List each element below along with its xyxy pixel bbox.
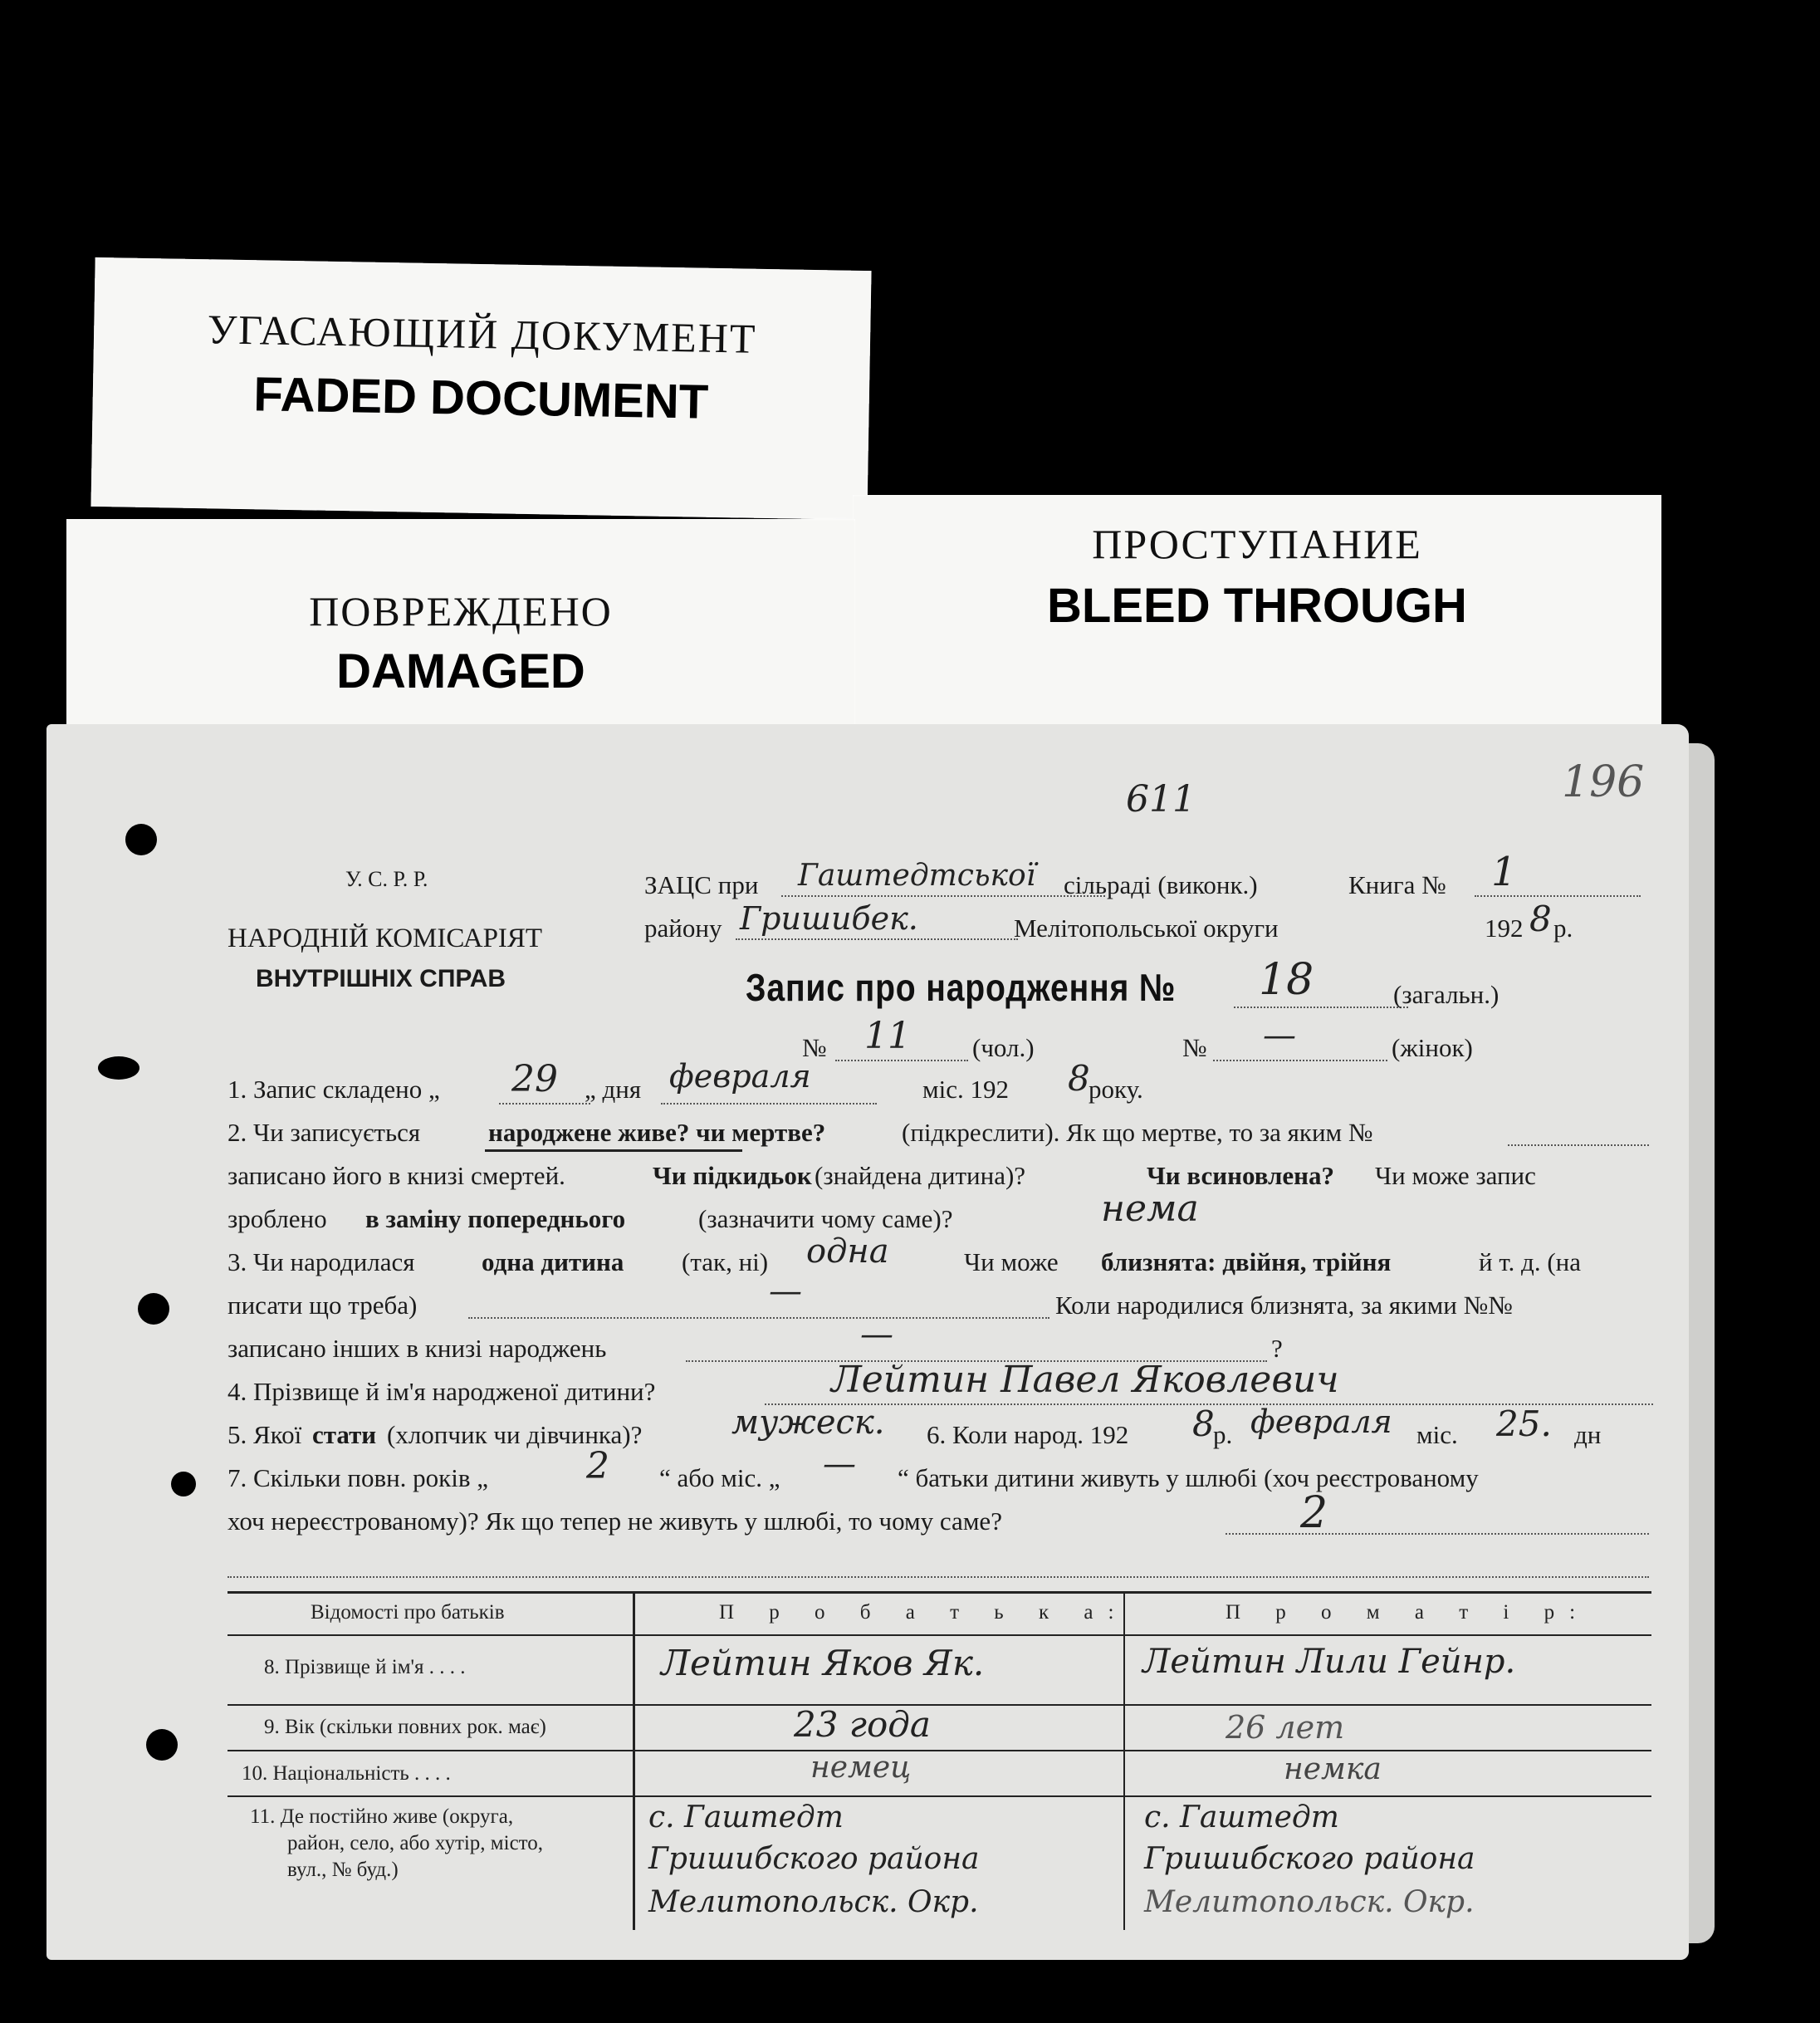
punch-hole (138, 1293, 169, 1325)
separator-line (228, 1576, 1649, 1578)
table-header-father: П р о б а т ь к а: (719, 1601, 1129, 1624)
q7-l1a: 7. Скільки повн. років „ (228, 1463, 488, 1492)
general-label: (загальн.) (1393, 980, 1500, 1009)
q6-year: 8 (1192, 1403, 1215, 1444)
zags-line (781, 895, 1105, 897)
female-no-label: № (1182, 1033, 1207, 1062)
q6-month: февраля (1250, 1403, 1392, 1440)
damaged-ru: ПОВРЕЖДЕНО (309, 588, 613, 634)
q2-l3b: в заміну попереднього (365, 1204, 626, 1233)
q2-l1a: 2. Чи записується (228, 1118, 421, 1147)
table-header-mother: П р о м а т і р: (1226, 1601, 1591, 1624)
father-nationality: немец (810, 1751, 912, 1785)
q3-answer: одна (806, 1232, 889, 1271)
book-line (1475, 895, 1641, 897)
year-value: 8 (1529, 899, 1552, 939)
district-line (736, 938, 1018, 940)
q4-answer: Лейтин Павел Яковлевич (831, 1359, 1339, 1401)
q2-l2a: записано його в книзі смертей. (228, 1161, 565, 1190)
q6-mis: міс. (1416, 1420, 1458, 1449)
q1-day-suffix: „ дня (585, 1075, 642, 1104)
q3-l3-answer: — (860, 1315, 893, 1354)
republic-label: У. С. Р. Р. (345, 867, 428, 891)
table-row-rule (228, 1795, 1651, 1797)
q3-l1a: 3. Чи народилася (228, 1247, 415, 1276)
district-label: району (644, 914, 722, 943)
q2-l3a: зроблено (228, 1204, 327, 1233)
father-name: Лейтин Яков Як. (661, 1643, 985, 1683)
faded-document-en: FADED DOCUMENT (252, 367, 709, 429)
year-suffix: р. (1553, 914, 1573, 943)
q7-l1c: “ батьки дитини живуть у шлюбі (хоч реєстрованому (898, 1463, 1479, 1492)
father-age: 23 года (794, 1704, 931, 1745)
table-row-rule (228, 1750, 1651, 1751)
record-title: Запис про народження № (746, 966, 1177, 1009)
bleed-through-en: BLEED THROUGH (1047, 579, 1467, 633)
record-number-line (1234, 1007, 1408, 1008)
female-number: — (1263, 1016, 1296, 1055)
q7-years: 2 (586, 1445, 609, 1487)
q6-label: 6. Коли народ. 192 (927, 1420, 1129, 1449)
zags-label: ЗАЦС при (644, 870, 759, 899)
table-top-rule (228, 1591, 1651, 1594)
bleed-through-ru: ПРОСТУПАНИЕ (1092, 521, 1422, 567)
table-col-rule (633, 1591, 635, 1930)
q3-l1b: одна дитина (482, 1247, 624, 1276)
damaged-en: DAMAGED (336, 644, 585, 698)
q1-day: 29 (511, 1058, 558, 1100)
department-label: ВНУТРІШНІХ СПРАВ (256, 965, 506, 992)
book-value: 1 (1491, 849, 1517, 895)
punch-hole (171, 1472, 196, 1496)
q3-l1c: (так, ні) (682, 1247, 769, 1276)
q1-month-line (661, 1103, 877, 1105)
father-residence-2: Гришибского района (648, 1842, 980, 1876)
archive-number: 611 (1126, 778, 1196, 820)
q1-month: февраля (669, 1058, 811, 1095)
q2-l2b: Чи підкидьок (653, 1161, 812, 1190)
mother-age: 26 лет (1226, 1709, 1345, 1746)
bleed-through-card (853, 495, 1661, 744)
commissariat-label: НАРОДНІЙ КОМІСАРІЯТ (228, 923, 543, 953)
male-number-line (835, 1060, 968, 1061)
q3-l3a: записано інших в книзі народжень (228, 1334, 607, 1363)
faded-document-ru: УГАСАЮЩИЙ ДОКУМЕНТ (207, 306, 757, 362)
mother-nationality: немка (1284, 1752, 1382, 1786)
q3-l3b: ? (1271, 1334, 1283, 1363)
q5-label-c: (хлопчик чи дівчинка)? (387, 1420, 643, 1449)
okrug-label: Мелітопольської округи (1014, 914, 1279, 943)
q7-answer: 2 (1300, 1488, 1328, 1538)
q2-l2e: Чи може запис (1375, 1161, 1536, 1190)
punch-hole (98, 1056, 139, 1080)
q6-dn: дн (1574, 1420, 1602, 1449)
q1-year: 8 (1068, 1058, 1090, 1099)
father-residence-1: с. Гаштедт (648, 1800, 844, 1834)
record-number: 18 (1259, 955, 1314, 1005)
q3-l2-line (468, 1317, 1049, 1319)
row-label-residence-2: район, село, або хутір, місто, (287, 1832, 544, 1854)
table-row-rule (228, 1704, 1651, 1706)
q5-answer: мужеск. (731, 1403, 885, 1442)
faded-document-card (91, 257, 871, 520)
q3-l2a: писати що треба) (228, 1291, 418, 1320)
year-prefix: 192 (1485, 914, 1524, 943)
table-header-info: Відомості про батьків (311, 1601, 505, 1624)
q3-l2-answer: — (769, 1272, 802, 1310)
female-label: (жінок) (1392, 1033, 1473, 1062)
q3-l1e: близнята: двійня, трійня (1101, 1247, 1392, 1276)
q2-l1c: (підкреслити). Як що мертве, то за яким № (902, 1118, 1373, 1147)
row-label-residence-1: 11. Де постійно живе (округа, (250, 1805, 514, 1828)
male-label: (чол.) (972, 1033, 1035, 1062)
table-col-rule (1123, 1591, 1125, 1930)
q1-mis: міс. 192 (922, 1075, 1009, 1104)
male-no-label: № (802, 1033, 827, 1062)
q1-day-line (499, 1103, 590, 1105)
q3-l2b: Коли народилися близнята, за якими №№ (1055, 1291, 1513, 1320)
book-label: Книга № (1348, 870, 1446, 899)
punch-hole (146, 1729, 178, 1761)
q2-l2d: Чи всиновлена? (1147, 1161, 1335, 1190)
q2-l2c: (знайдена дитина)? (815, 1161, 1026, 1190)
birth-record-form (46, 724, 1689, 1960)
q7-l1b: “ або міс. „ (659, 1463, 780, 1492)
father-residence-3: Мелитопольск. Окр. (648, 1885, 979, 1919)
male-number: 11 (864, 1015, 911, 1057)
q2-underline (485, 1149, 742, 1152)
q7-l2a: хоч нереєстрованому)? Як що тепер не живуть у шлюбі, то чому саме? (228, 1506, 1002, 1536)
row-label-name: 8. Прізвище й ім'я . . . . (264, 1656, 466, 1678)
female-number-line (1213, 1060, 1387, 1061)
mother-residence-2: Гришибского района (1144, 1842, 1475, 1876)
q2-l1b: народжене живе? чи мертве? (488, 1118, 826, 1147)
page-number: 196 (1562, 757, 1645, 807)
punch-hole (125, 824, 157, 855)
q2-death-line (1508, 1144, 1649, 1146)
mother-residence-3: Мелитопольск. Окр. (1144, 1885, 1475, 1919)
q1-end: року. (1089, 1075, 1143, 1104)
q1-label: 1. Запис складено „ (228, 1075, 440, 1104)
q3-l1d: Чи може (964, 1247, 1059, 1276)
q2-answer: нема (1101, 1188, 1199, 1230)
q3-l1f: й т. д. (на (1479, 1247, 1582, 1276)
q6-day: 25. (1496, 1403, 1552, 1444)
q5-label-a: 5. Якої (228, 1420, 302, 1449)
mother-residence-1: с. Гаштедт (1144, 1800, 1339, 1834)
q6-year-suffix: р. (1213, 1420, 1233, 1449)
q7-line (1226, 1533, 1649, 1535)
row-label-residence-3: вул., № буд.) (287, 1859, 399, 1881)
district-value: Гришибек. (740, 900, 918, 937)
row-label-nationality: 10. Національність . . . . (242, 1762, 451, 1785)
zags-value: Гаштедтської (798, 859, 1036, 893)
q7-months: — (823, 1445, 856, 1483)
mother-name: Лейтин Лили Гейнр. (1142, 1643, 1516, 1681)
row-label-age: 9. Вік (скільки повних рок. має) (264, 1716, 546, 1738)
q2-l3c: (зазначити чому саме)? (698, 1204, 953, 1233)
council-label: сільраді (виконк.) (1064, 870, 1258, 899)
table-header-rule (228, 1634, 1651, 1636)
q4-label: 4. Прізвище й ім'я народженої дитини? (228, 1377, 656, 1406)
q5-label-b: стати (312, 1420, 377, 1449)
